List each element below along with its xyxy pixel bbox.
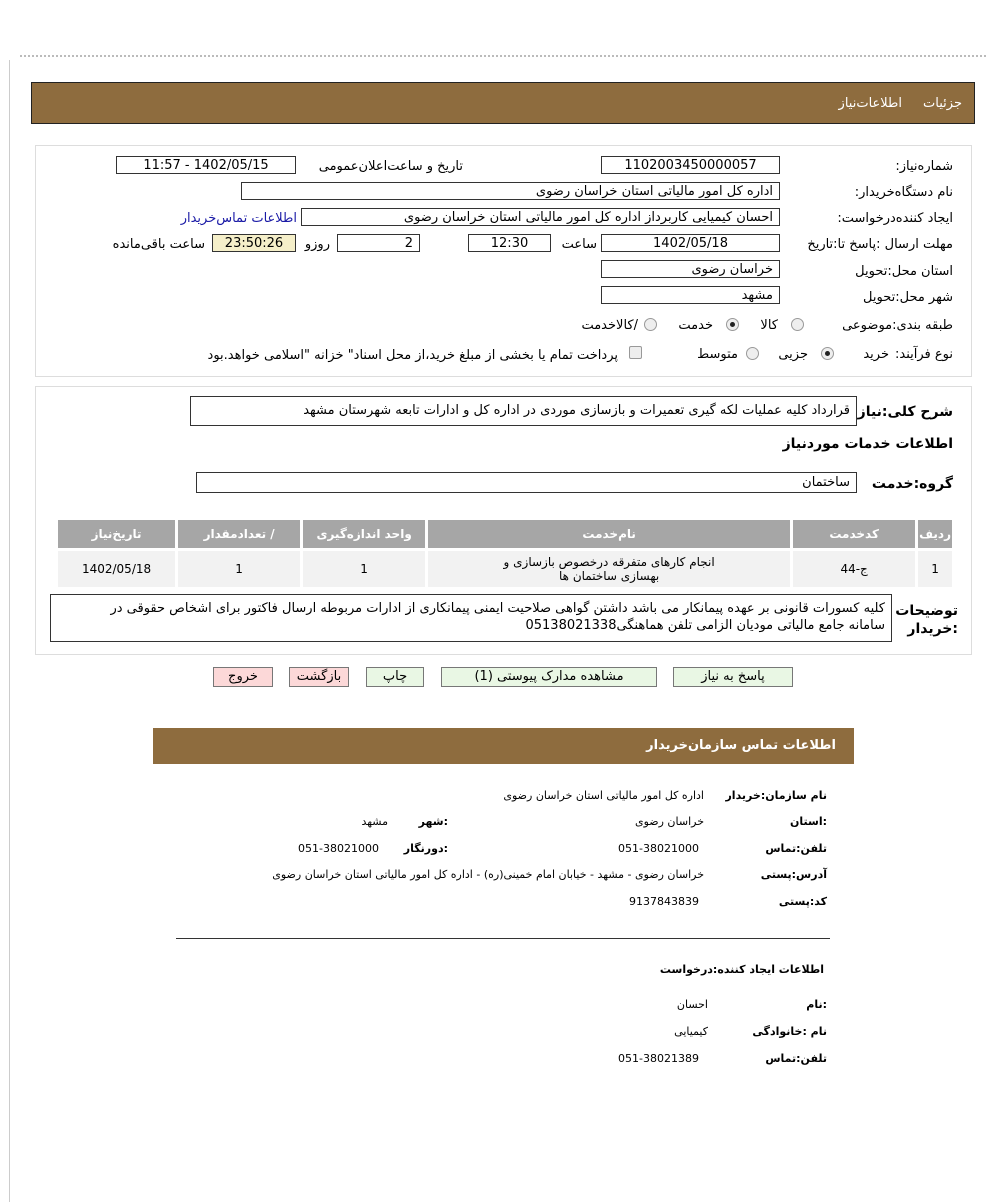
radio-goods-label: کالا xyxy=(760,318,778,333)
radio-goods-service-label: /کالاخدمت xyxy=(581,318,638,333)
radio-goods-service[interactable] xyxy=(644,318,657,331)
requester-label: ایجاد کننده‌درخواست: xyxy=(837,211,953,226)
page-header xyxy=(31,82,975,124)
contact-phone-label: تلفن:تماس xyxy=(765,842,827,855)
left-border xyxy=(9,60,10,1202)
reply-button[interactable]: پاسخ به نیاز xyxy=(673,667,793,687)
fax-label: :دورنگار xyxy=(403,842,448,855)
radio-service-label: خدمت xyxy=(678,318,713,333)
contact-city-value: مشهد xyxy=(361,815,388,828)
col-name: نام‌خدمت xyxy=(428,520,790,548)
col-row: ردیف xyxy=(918,520,952,548)
address-label: آدرس:پستی xyxy=(760,868,827,881)
postal-label: کد:پستی xyxy=(778,895,827,908)
services-table xyxy=(55,517,955,590)
exit-button[interactable]: خروج xyxy=(213,667,273,687)
deadline-time-field: 12:30 xyxy=(468,234,551,252)
remaining-time-field: 23:50:26 xyxy=(212,234,296,252)
payment-note: پرداخت تمام یا بخشی از مبلغ خرید،از محل اسناد" خزانه "اسلامی خواهد.بود xyxy=(207,348,618,363)
tab-details[interactable]: جزئیات xyxy=(923,96,962,111)
creator-phone-value: 051-38021389 xyxy=(618,1052,699,1065)
contact-divider xyxy=(176,938,830,939)
city-field: مشهد xyxy=(601,286,780,304)
buyer-org-label: نام دستگاه‌خریدار: xyxy=(854,185,953,200)
col-date: تاریخ‌نیاز xyxy=(58,520,175,548)
summary-field: قرارداد کلیه عملیات لکه گیری تعمیرات و بازسازی موردی در اداره کل و ادارات تابعه شهرستان مشهد xyxy=(190,396,857,426)
cell-unit: 1 xyxy=(303,551,425,587)
need-number-label: شماره‌نیاز: xyxy=(895,159,953,174)
address-value: خراسان رضوی - مشهد - خیابان امام خمینی(ره) - اداره کل امور مالیاتی استان خراسان رضوی xyxy=(272,868,704,881)
requester-field: احسان کیمیایی کاربرداز اداره کل امور مالیاتی استان خراسان رضوی xyxy=(301,208,780,226)
buyer-notes-line2: سامانه جامع مالیاتی مودیان الزامی تلفن هماهنگی05138021338 xyxy=(525,618,885,633)
buyer-notes-label: توضیحات xyxy=(895,603,958,619)
cell-name xyxy=(428,551,790,587)
top-divider xyxy=(20,55,986,57)
deadline-date-field: 1402/05/18 xyxy=(601,234,780,252)
announce-label: تاریخ و ساعت‌اعلان‌عمومی xyxy=(318,159,463,174)
cell-date: 1402/05/18 xyxy=(58,551,175,587)
radio-medium-label: متوسط xyxy=(697,347,738,362)
radio-medium[interactable] xyxy=(746,347,759,360)
process-label: نوع فرآیند: xyxy=(895,347,953,362)
radio-service[interactable] xyxy=(726,318,739,331)
table-row xyxy=(58,551,952,587)
buyer-notes-label-2: :خریدار xyxy=(907,621,958,637)
need-info-panel xyxy=(35,145,972,377)
treasury-payment-checkbox[interactable] xyxy=(629,346,642,359)
col-qty: / تعدادمقدار xyxy=(178,520,300,548)
col-unit: واحد اندازه‌گیری xyxy=(303,520,425,548)
buyer-notes-field xyxy=(50,594,892,642)
creator-family-label: نام :خانوادگی xyxy=(752,1025,827,1038)
need-number-field: 1102003450000057 xyxy=(601,156,780,174)
col-code: کدخدمت xyxy=(793,520,915,548)
contact-phone-value: 051-38021000 xyxy=(618,842,699,855)
contact-header xyxy=(153,728,854,764)
announce-field: 1402/05/15 - 11:57 xyxy=(116,156,296,174)
summary-label: شرح کلی:نیاز xyxy=(857,404,953,420)
services-title: اطلاعات خدمات موردنیاز xyxy=(782,436,953,452)
days-field: 2 xyxy=(337,234,420,252)
service-group-field: ساختمان xyxy=(196,472,857,493)
remaining-label: ساعت باقی‌مانده xyxy=(112,237,205,252)
process-buy: خرید xyxy=(863,347,889,362)
contact-province-label: :استان xyxy=(790,815,827,828)
radio-partial-label: جزیی xyxy=(778,347,808,362)
service-group-label: گروه:خدمت xyxy=(871,476,953,492)
attachments-button[interactable]: مشاهده مدارک پیوستی (1) xyxy=(441,667,657,687)
fax-value: 051-38021000 xyxy=(298,842,379,855)
cell-qty: 1 xyxy=(178,551,300,587)
contact-city-label: :شهر xyxy=(418,815,448,828)
creator-name-label: :نام xyxy=(806,998,827,1011)
back-button[interactable]: بازگشت xyxy=(289,667,349,687)
buyer-contact-link[interactable]: اطلاعات تماس‌خریدار xyxy=(180,211,297,226)
org-name-label: نام سازمان:خریدار xyxy=(725,789,827,802)
buyer-org-field: اداره کل امور مالیاتی استان خراسان رضوی xyxy=(241,182,780,200)
org-name-value: اداره کل امور مالیاتی استان خراسان رضوی xyxy=(503,789,704,802)
radio-partial[interactable] xyxy=(821,347,834,360)
tab-need-info[interactable]: اطلاعات‌نیاز xyxy=(838,96,902,111)
category-label: طبقه بندی:موضوعی xyxy=(842,318,953,333)
cell-row: 1 xyxy=(918,551,952,587)
cell-name-line1: انجام کارهای متفرقه درخصوص بازسازی و xyxy=(503,555,715,569)
print-button[interactable]: چاپ xyxy=(366,667,424,687)
radio-goods[interactable] xyxy=(791,318,804,331)
deadline-label: مهلت ارسال :پاسخ تا:تاریخ xyxy=(807,237,953,252)
days-label: روزو xyxy=(304,237,330,252)
creator-phone-label: تلفن:تماس xyxy=(765,1052,827,1065)
city-label: شهر محل:تحویل xyxy=(863,290,953,305)
cell-name-line2: بهسازی ساختمان ها xyxy=(559,569,660,583)
creator-name-value: احسان xyxy=(676,998,708,1011)
cell-code: ج-44 xyxy=(793,551,915,587)
creator-family-value: کیمیایی xyxy=(674,1025,708,1038)
time-label: ساعت xyxy=(561,237,597,252)
province-label: استان محل:تحویل xyxy=(855,264,953,279)
contact-province-value: خراسان رضوی xyxy=(634,815,704,828)
buyer-notes-line1: کلیه کسورات قانونی بر عهده پیمانکار می باشد داشتن گواهی صلاحیت ایمنی پیمانکاری از ادارات مربوطه ارسال فاکتور برای اشخاص حقوقی در xyxy=(110,601,885,616)
postal-value: 9137843839 xyxy=(629,895,699,908)
creator-title: اطلاعات ایجاد کننده:درخواست xyxy=(659,963,824,976)
contact-title: اطلاعات تماس سازمان‌خریدار xyxy=(646,738,836,753)
province-field: خراسان رضوی xyxy=(601,260,780,278)
